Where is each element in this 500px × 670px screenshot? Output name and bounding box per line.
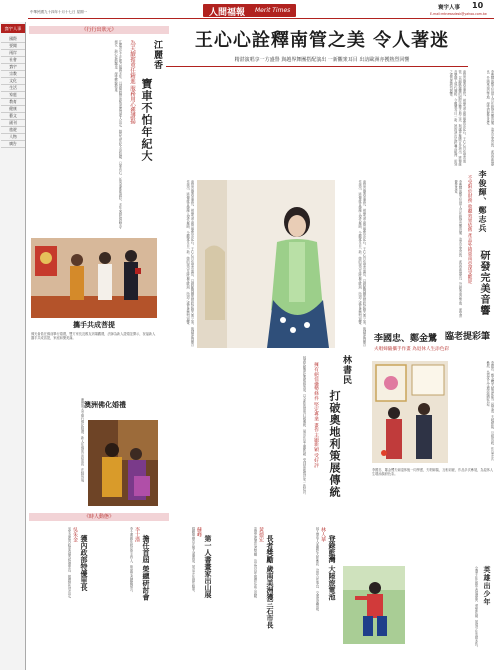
brief-headline: 擔任首屆 榮總研討會	[142, 535, 151, 601]
brand-name: 人間福報	[209, 8, 246, 18]
right-story-subhead: 不受限於財務 收聽效果依舊 產品外銷東南亞深受歡迎	[467, 175, 472, 284]
right-story-headline: 研發完美音響	[478, 250, 489, 316]
story1-body: 江麗香女士在地方服務多年，以誠懇踏實的態度獲得眾人肯定。她認為年紀不是阻礙，只要有心，任何事都能做好。多年來她始終堅守崗位，熱心協助鄰里，深受鄉親敬重。	[113, 40, 122, 229]
photo-wedding-temple	[31, 238, 157, 318]
lin-story-body: 林書民應邀赴奧地利策展，以全新的視角打破傳統，展出作品主題新穎，受到當地藝評家一致好評。	[302, 356, 306, 497]
brief-body: 林人華等人率團赴大陸參訪，洽談合作事宜，交流成果豐碩。	[315, 527, 319, 614]
photo-young-hero	[343, 566, 405, 644]
brief-item	[155, 525, 215, 665]
main-deck: 精湛演唱享一方盛譽 與越界舞團搭配演出 一新觀衆耳目 出訪歐洲亦獲熱烈回響	[234, 57, 410, 63]
sidebar-item[interactable]: 要聞	[1, 43, 25, 50]
brand-english: Merit Times	[255, 7, 291, 14]
lin-story-name: 林書民	[341, 355, 351, 385]
brief-body: 蘇峰舉辦首次個人書畫展，展出多年創作精華。	[191, 527, 195, 595]
brief-body: 吳朱金獲內政部表揚為特優里長，服務熱忱受肯定。	[67, 527, 71, 601]
photo2-text: 澳洲南天寺舉行佛化婚禮，新人在佛前互許承諾，法師祝福。	[80, 398, 84, 485]
brief-headline: 長者獎勵 歲南美洲獲三石市長	[266, 535, 275, 629]
sidebar-item[interactable]: 廣告	[1, 141, 25, 148]
brief-person: 蘇峰	[196, 527, 202, 537]
photo1-caption: 攜手共成菩提	[73, 320, 115, 329]
top-rule	[28, 18, 494, 19]
brief-item	[279, 525, 339, 665]
australia-wedding-image	[88, 420, 158, 506]
sidebar-item[interactable]: 生活	[1, 85, 25, 92]
main-body-left: 南管音樂源遠流長，被譽為中國音樂的活化石。王心心自幼學習南管，以細膩婉轉的唱腔詮釋古典之美，與越界舞團合作演出，將傳統音樂融入現代舞蹈，令觀眾耳目一新。她的演出足跡遍及歐洲，所到之處皆獲熱烈迴響。	[185, 180, 194, 347]
sidebar-item[interactable]: 教育	[1, 99, 25, 106]
main-rule	[166, 66, 468, 67]
brief-headline: 獲內政部特優里長	[80, 535, 89, 591]
wedding-temple-image	[31, 238, 157, 318]
brief-item	[217, 525, 277, 665]
sidebar-item[interactable]: 旅遊	[1, 127, 25, 134]
photo-couple-painting	[372, 361, 448, 463]
couple-story-body: 李國忠、鄭金鷺夫婦退休後一同學畫，夫唱婦隨，互相切磋，作品多次參展，為退休人生增添繽紛色彩。	[485, 361, 494, 461]
couple-story-body-lower: 李國忠、鄭金鷺夫婦退休後一同學畫，夫唱婦隨，互相切磋，作品多次參展，為退休人生增添繽紛色彩。	[372, 468, 494, 477]
sidebar-item[interactable]: 健康	[1, 106, 25, 113]
sidebar-item[interactable]: 社會	[1, 57, 25, 64]
couple-story-headline: 臨老提彩筆	[445, 332, 491, 342]
main-headline: 王心心詮釋南管之美 令人著迷	[194, 30, 450, 51]
photo2-caption: 澳洲佛化婚禮	[84, 400, 126, 409]
sidebar-item[interactable]: 宗教	[1, 71, 25, 78]
story1-headline: 寶車不怕年紀大	[140, 78, 153, 162]
story1-subhead: 為夫續擔重任精進 服務用心獲讚揚	[129, 40, 135, 125]
photo1-text: 佛光會員在佛前舉行婚禮，雙方家長及親友到場觀禮，法師為新人證婚並開示，祝福新人攜手共成菩提，家庭和樂美滿。	[31, 332, 156, 341]
page-number: 10	[472, 1, 484, 10]
brief-person: 吳朱金	[72, 527, 78, 542]
story1-name: 江麗香	[152, 40, 162, 70]
sidebar-item[interactable]: 人物	[1, 134, 25, 141]
masthead-bar	[203, 4, 296, 17]
kid-story-body: 小選手在比賽中表現優異，勇奪佳績，展現少年英雄本色。	[474, 566, 478, 650]
contact-email: E-mail:mtnewsdesk@yahoo.com.tw	[430, 12, 487, 16]
top-bar	[0, 0, 500, 20]
brief-body: 李士漢擔任研討會主持人，與會學者踴躍發言。	[129, 527, 133, 595]
briefs-area	[29, 525, 339, 665]
brief-item	[31, 525, 91, 665]
couple-story-names: 李國忠、鄭金鷺	[374, 334, 438, 344]
kid-image	[343, 566, 405, 644]
photo-wang-xinxin	[197, 180, 335, 348]
sidebar	[0, 22, 26, 670]
main-body-right: 南管音樂源遠流長，被譽為中國音樂的活化石。王心心自幼學習南管，以細膩婉轉的唱腔詮釋古典之美，與越界舞團合作演出，將傳統音樂融入現代舞蹈，令觀眾耳目一新。她的演出足跡遍及歐洲，所到之處皆獲熱烈迴響。	[357, 180, 366, 347]
performer-image	[197, 180, 335, 348]
main-body-top: 南管音樂源遠流長，被譽為中國音樂的活化石。王心心自幼學習南管，以細膩婉轉的唱腔詮釋古典之美，與越界舞團合作演出，將傳統音樂融入現代舞蹈，令觀眾耳目一新。她的演出足跡遍及歐洲，所到之處皆獲熱烈迴響。	[448, 70, 466, 166]
brief-person: 林人華	[320, 527, 326, 542]
sidebar-item[interactable]: 副刊	[1, 120, 25, 127]
couple-story-subhead: 夫唱婦隨攜手作畫 為退休人生添色彩	[374, 347, 449, 352]
brief-item	[93, 525, 153, 665]
column-label: 《行行出狀元》	[29, 26, 169, 34]
sidebar-item[interactable]: 兩岸	[1, 50, 25, 57]
lin-story-subhead: 擁有絕佳優勢條件 堅定專業 畫作主題新穎 受好評	[313, 362, 318, 468]
brief-headline: 登錄藍灣 大陸旅電池	[328, 535, 337, 601]
section-name: 寰宇人事	[438, 5, 461, 11]
sidebar-item[interactable]: 國際	[1, 36, 25, 43]
issue-date: 中華民國九十四年十月十七日 星期一	[30, 10, 88, 14]
sidebar-item[interactable]: 文化	[1, 78, 25, 85]
sidebar-top-label: 寰宇人事	[1, 24, 25, 33]
sidebar-item[interactable]: 寰宇	[1, 64, 25, 71]
brief-person: 李士漢	[134, 527, 140, 542]
photo-australia-wedding	[88, 420, 158, 506]
right-story-body: 李俊輝與鄭志兵兩人合作研發音響設備，追求完美音質，產品品質優良，外銷東南亞等地，深受消費者喜愛。	[453, 180, 462, 318]
people-section-label: 《時人動態》	[29, 513, 169, 521]
brief-body: 黃德宏獲頒長者獎勵，肯定其長年服務社區之貢獻。	[253, 527, 257, 601]
couple-image	[372, 361, 448, 463]
kid-story-headline: 英雄出少年	[483, 566, 492, 606]
lin-story-headline: 打破奧地利策展傳統	[328, 390, 341, 498]
right-body-top: 李俊輝與鄭志兵兩人合作研發音響設備，追求完美音質，產品品質優良，外銷東南亞等地，深受消費者喜愛。	[485, 70, 494, 166]
brief-headline: 第一人書畫家出山展	[204, 535, 213, 598]
sidebar-item[interactable]: 家庭	[1, 92, 25, 99]
right-story-names: 李俊輝、鄭志兵	[478, 170, 488, 233]
sidebar-list	[1, 36, 25, 148]
sidebar-item[interactable]: 藝文	[1, 113, 25, 120]
brief-person: 黃德宏	[258, 527, 264, 542]
